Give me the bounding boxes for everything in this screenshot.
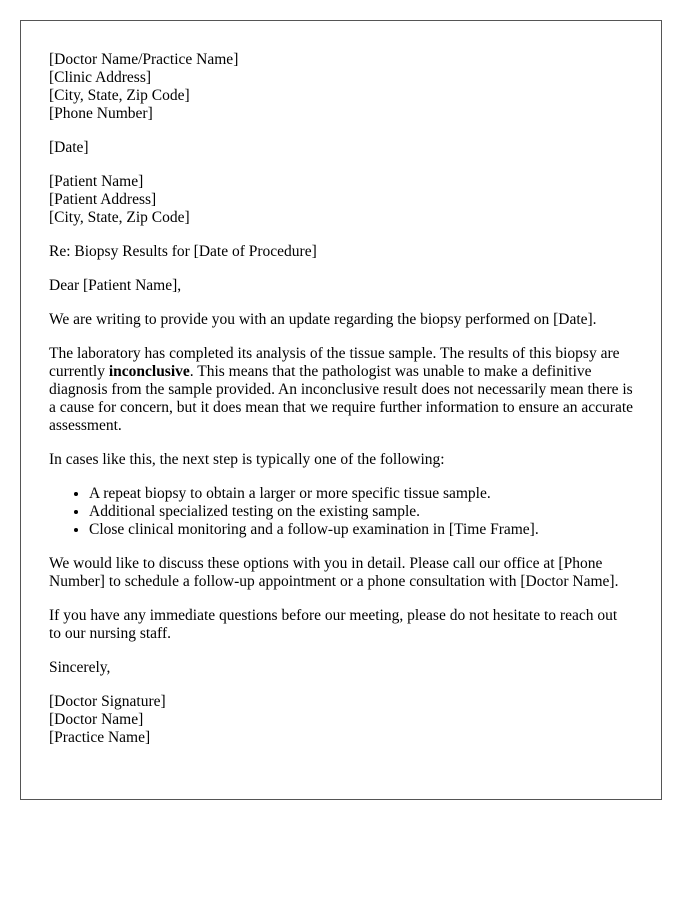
paragraph-intro: We are writing to provide you with an update regarding the biopsy performed on [Date]. [49, 311, 597, 328]
paragraph-results [49, 345, 633, 435]
sender-city: [City, State, Zip Code] [49, 87, 190, 104]
sender-address: [Clinic Address] [49, 69, 152, 86]
sender-block [49, 51, 633, 123]
recipient-address: [Patient Address] [49, 191, 157, 208]
results-text-before: The laboratory has completed its analysis of the tissue sample. The results of this biopsy are currently [49, 345, 620, 380]
list-item: • A repeat biopsy to obtain a larger or more specific tissue sample. [89, 485, 633, 503]
subject-line: Re: Biopsy Results for [Date of Procedure] [49, 243, 317, 260]
options-list [49, 485, 633, 539]
signature-block [49, 693, 633, 747]
paragraph-questions: If you have any immediate questions before our meeting, please do not hesitate to reach out to our nursing staff. [49, 607, 618, 642]
signature-practice-name: [Practice Name] [49, 729, 151, 746]
list-item: • Close clinical monitoring and a follow-up examination in [Time Frame]. [89, 521, 633, 539]
signature-line: [Doctor Signature] [49, 693, 166, 710]
date-block [49, 139, 633, 157]
sender-phone: [Phone Number] [49, 105, 153, 122]
list-item: • Additional specialized testing on the existing sample. [89, 503, 633, 521]
results-text-after: . This means that the pathologist was unable to make a definitive diagnosis from the sample provided. An inconclusive result does not necessarily mean there is a cause for concern, but it does mean that we require further information to ensure an accurate assessment. [49, 363, 634, 434]
paragraph-next-steps: In cases like this, the next step is typically one of the following: [49, 451, 445, 468]
sender-name: [Doctor Name/Practice Name] [49, 51, 239, 68]
letter [20, 20, 662, 800]
signature-doctor-name: [Doctor Name] [49, 711, 144, 728]
salutation: Dear [Patient Name], [49, 277, 182, 294]
paragraph-discuss: We would like to discuss these options with you in detail. Please call our office at [Phone Number] to schedule a follow-up appointment or a phone consultation with [Doctor Name]. [49, 555, 619, 590]
closing: Sincerely, [49, 659, 111, 676]
results-emphasis: inconclusive [108, 363, 190, 380]
recipient-name: [Patient Name] [49, 173, 144, 190]
letter-date: [Date] [49, 139, 89, 156]
recipient-city: [City, State, Zip Code] [49, 209, 190, 226]
recipient-block [49, 173, 633, 227]
